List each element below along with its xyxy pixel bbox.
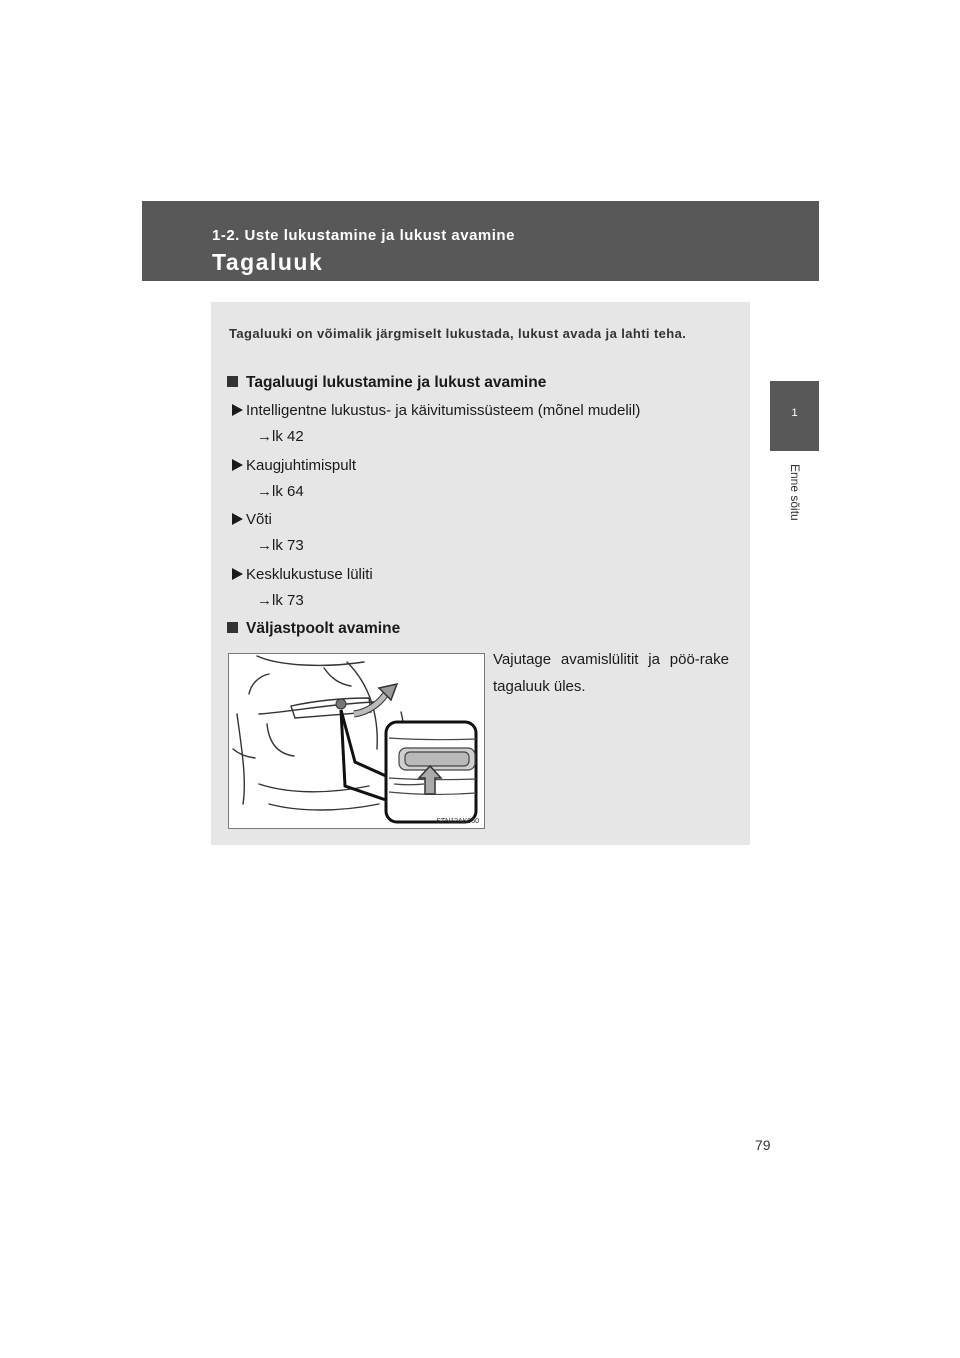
square-bullet-icon	[227, 622, 238, 633]
subheading-locking-text: Tagaluugi lukustamine ja lukust avamine	[246, 374, 547, 391]
subheading-opening-text: Väljastpoolt avamine	[246, 620, 401, 637]
arrow-right-icon: →	[257, 537, 272, 554]
page-reference[interactable]	[257, 537, 304, 554]
list-item	[232, 457, 356, 474]
section-label: 1-2. Uste lukustamine ja lukust avamine	[212, 227, 515, 244]
car-rear-drawing	[229, 654, 484, 828]
page-reference[interactable]	[257, 483, 304, 500]
chapter-tab[interactable]	[770, 381, 819, 451]
list-item-label: Intelligentne lukustus- ja käivitumissüsteem (mõnel mudelil)	[246, 402, 641, 419]
list-item	[232, 402, 640, 419]
intro-text: Tagaluuki on võimalik järgmiselt lukustada, lukust avada ja lahti teha.	[229, 326, 687, 341]
triangle-bullet-icon	[232, 568, 243, 580]
page-reference[interactable]	[257, 428, 304, 445]
triangle-bullet-icon	[232, 459, 243, 471]
list-item	[232, 566, 373, 583]
subheading-opening	[227, 620, 400, 638]
page-reference-text: lk 42	[272, 428, 304, 445]
arrow-right-icon: →	[257, 592, 272, 609]
chapter-tab-number: 1	[791, 407, 798, 419]
page-title: Tagaluuk	[212, 249, 324, 275]
square-bullet-icon	[227, 376, 238, 387]
page-reference-text: lk 73	[272, 537, 304, 554]
page-reference-text: lk 64	[272, 483, 304, 500]
page-number: 79	[755, 1137, 771, 1153]
opening-instruction: Vajutage avamislülitit ja pöö-rake tagaluuk üles.	[493, 651, 729, 695]
subheading-locking	[227, 374, 546, 392]
list-item	[232, 511, 272, 528]
arrow-right-icon: →	[257, 428, 272, 445]
page-reference[interactable]	[257, 592, 304, 609]
list-item-label: Kesklukustuse lüliti	[246, 566, 373, 583]
list-item-label: Kaugjuhtimispult	[246, 457, 357, 474]
chapter-tab-label: Enne sõitu	[788, 464, 802, 521]
page-reference-text: lk 73	[272, 592, 304, 609]
chapter-header	[142, 201, 819, 281]
back-door-illustration	[228, 653, 485, 829]
content-box	[211, 302, 750, 845]
triangle-bullet-icon	[232, 513, 243, 525]
triangle-bullet-icon	[232, 404, 243, 416]
figure-code: STN12AK050	[436, 818, 479, 825]
arrow-right-icon: →	[257, 483, 272, 500]
list-item-label: Võti	[246, 511, 272, 528]
